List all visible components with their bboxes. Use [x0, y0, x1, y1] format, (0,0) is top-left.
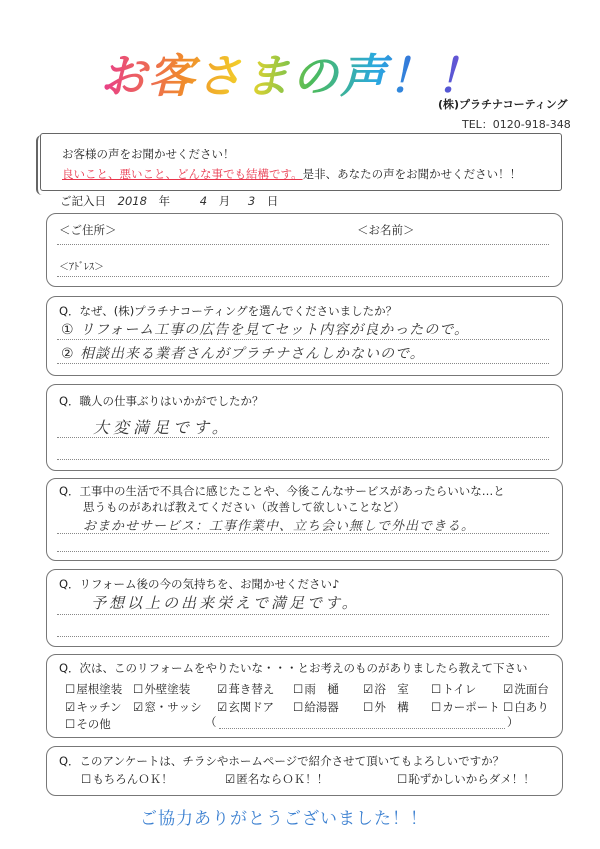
checkbox-icon[interactable]: ☐ — [397, 772, 408, 786]
checked-checkbox-icon[interactable]: ☑ — [133, 700, 144, 714]
option-label: もちろんＯＫ！ — [92, 772, 173, 786]
q2-line-2 — [57, 459, 549, 460]
checkbox-icon[interactable]: ☐ — [363, 700, 374, 714]
date-year[interactable]: 2018 — [117, 194, 147, 208]
q5-option[interactable] — [503, 699, 549, 715]
address-kana-label: ＜ｱﾄﾞﾚｽ＞ — [59, 262, 104, 273]
q6-box — [46, 746, 563, 796]
email-line[interactable] — [57, 276, 549, 277]
q5-option[interactable] — [217, 681, 274, 697]
q1-question: Q．なぜ、(株)プラチナコーティングを選んでくださいましたか？ — [59, 304, 398, 318]
checked-checkbox-icon[interactable]: ☑ — [503, 682, 514, 696]
checkbox-icon[interactable]: ☐ — [503, 700, 514, 714]
date-day[interactable]: 3 — [247, 194, 256, 208]
scroll-curl-decoration — [36, 135, 48, 195]
q4-answer[interactable]: 予想以上の出来栄えで満足です。 — [91, 594, 360, 612]
intro-banner — [40, 133, 562, 191]
option-label: 給湯器 — [304, 700, 339, 714]
q2-answer[interactable]: 大変満足です。 — [93, 418, 232, 437]
option-label: 白あり — [514, 700, 549, 714]
q6-question: Q．このアンケートは、チラシやホームページで紹介させて頂いてもよろしいですか？ — [59, 754, 505, 768]
date-month-unit: 月 — [218, 194, 231, 208]
checkbox-icon[interactable]: ☐ — [293, 700, 304, 714]
checkbox-icon[interactable]: ☐ — [133, 682, 144, 696]
q5-option[interactable] — [363, 699, 409, 715]
q4-question: Q．リフォーム後の今の気持ちを、お聞かせください♪ — [59, 577, 340, 591]
q5-other-open-paren: （ — [205, 715, 217, 729]
checked-checkbox-icon[interactable]: ☑ — [65, 700, 76, 714]
checkbox-icon[interactable]: ☐ — [293, 682, 304, 696]
option-label: 外壁塗装 — [144, 682, 191, 696]
option-label: 洗面台 — [514, 682, 549, 696]
phone-number: TEL：0120-918-348 — [462, 118, 571, 131]
q3-answer[interactable]: おまかせサービス：工事作業中、立ち会い無しで外出できる。 — [83, 519, 476, 534]
q1-box — [46, 296, 563, 376]
q2-question: Q．職人の仕事ぶりはいかがでしたか？ — [59, 394, 264, 408]
intro-rest-text: 是非、あなたの声をお聞かせください！！ — [302, 167, 522, 181]
q6-option[interactable] — [81, 771, 173, 787]
intro-line-2 — [62, 166, 521, 182]
q1-answer-1[interactable]: ① リフォーム工事の広告を見てセット内容が良かったので。 — [61, 322, 470, 338]
checked-checkbox-icon[interactable]: ☑ — [217, 700, 228, 714]
q5-option[interactable] — [65, 716, 111, 732]
q5-option[interactable] — [431, 681, 476, 697]
page-title: お客さまの声！！ — [100, 40, 484, 106]
option-label: 玄関ドア — [228, 700, 274, 714]
q1-answer-2[interactable]: ② 相談出来る業者さんがプラチナさんしかないので。 — [61, 346, 425, 362]
q3-box — [46, 478, 563, 561]
intro-line-1: お客様の声をお聞かせください！ — [62, 147, 235, 161]
thank-you-message: ご協力ありがとうございました！！ — [140, 809, 428, 829]
customer-info-box — [46, 213, 563, 287]
q5-option[interactable] — [293, 699, 339, 715]
checked-checkbox-icon[interactable]: ☑ — [217, 682, 228, 696]
q5-option[interactable] — [65, 681, 122, 697]
option-label: 恥ずかしいからダメ！！ — [408, 772, 535, 786]
q2-line-1 — [57, 437, 549, 438]
checked-checkbox-icon[interactable]: ☑ — [363, 682, 374, 696]
q5-option[interactable] — [293, 681, 339, 697]
q2-box — [46, 384, 563, 471]
q1-line-2 — [57, 363, 549, 364]
company-name: (株)プラチナコーティング — [438, 98, 568, 111]
checkbox-icon[interactable]: ☐ — [65, 717, 76, 731]
q5-option[interactable] — [217, 699, 274, 715]
option-label: 外 構 — [374, 700, 409, 714]
q5-other-line[interactable] — [219, 728, 505, 729]
q6-option[interactable] — [397, 771, 535, 787]
q4-line-2 — [57, 636, 549, 637]
q5-option[interactable] — [363, 681, 409, 697]
q5-box — [46, 654, 563, 738]
q5-option[interactable] — [133, 699, 202, 715]
option-label: 浴 室 — [374, 682, 409, 696]
q3-line-1 — [57, 533, 549, 534]
address-label: ＜ご住所＞ — [59, 223, 117, 237]
q6-option[interactable] — [225, 771, 328, 787]
option-label: その他 — [76, 717, 111, 731]
q5-other-close-paren: ） — [507, 715, 519, 729]
option-label: 葺き替え — [228, 682, 275, 696]
option-label: トイレ — [442, 682, 477, 696]
date-month[interactable]: 4 — [199, 194, 208, 208]
q3-line-2 — [57, 551, 549, 552]
name-label: ＜お名前＞ — [357, 223, 415, 237]
q5-question: Q．次は、このリフォームをやりたいな・・・とお考えのものがありましたら教えて下さい — [59, 661, 528, 675]
option-label: 匿名ならＯＫ！！ — [236, 772, 329, 786]
q5-option[interactable] — [133, 681, 190, 697]
q3-question-line-2: 思うものがあれば教えてください（改善して欲しいことなど） — [83, 500, 405, 514]
option-label: カーポート — [442, 700, 500, 714]
date-day-unit: 日 — [266, 194, 279, 208]
date-year-unit: 年 — [158, 194, 171, 208]
intro-red-text: 良いこと、悪いこと、どんな事でも結構です。 — [62, 167, 303, 181]
address-line[interactable] — [57, 244, 549, 245]
checked-checkbox-icon[interactable]: ☑ — [225, 772, 236, 786]
date-label: ご記入日 — [60, 194, 106, 208]
q5-option[interactable] — [503, 681, 549, 697]
q5-option[interactable] — [431, 699, 500, 715]
checkbox-icon[interactable]: ☐ — [431, 700, 442, 714]
date-row — [60, 193, 278, 209]
checkbox-icon[interactable]: ☐ — [65, 682, 76, 696]
q5-option[interactable] — [65, 699, 122, 715]
q4-box — [46, 569, 563, 647]
option-label: 窓・サッシ — [144, 700, 202, 714]
q1-line-1 — [57, 339, 549, 340]
checkbox-icon[interactable]: ☐ — [81, 772, 92, 786]
checkbox-icon[interactable]: ☐ — [431, 682, 442, 696]
q4-line-1 — [57, 614, 549, 615]
option-label: 雨 樋 — [304, 682, 339, 696]
q3-question-line-1: Q．工事中の生活で不具合に感じたことや、今後こんなサービスがあったらいいな…と — [59, 484, 505, 498]
option-label: キッチン — [76, 700, 122, 714]
option-label: 屋根塗装 — [76, 682, 123, 696]
